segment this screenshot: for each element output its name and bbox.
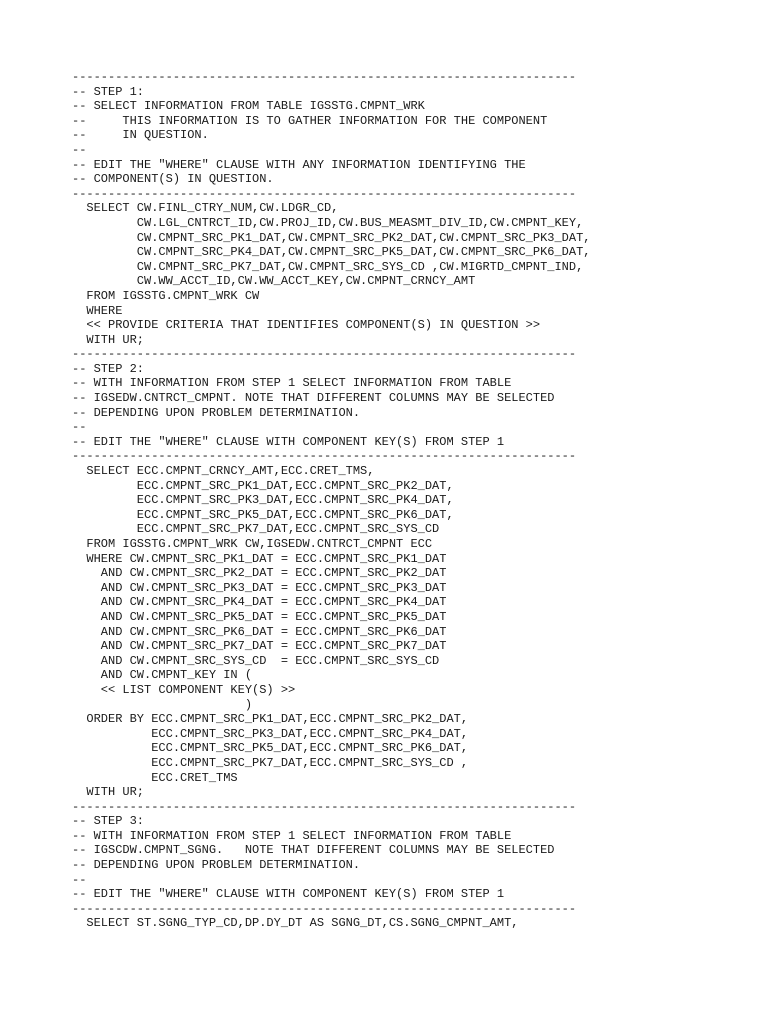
code-line: AND CW.CMPNT_SRC_SYS_CD = ECC.CMPNT_SRC_SYS_CD	[72, 653, 440, 668]
code-line: -- WITH INFORMATION FROM STEP 1 SELECT INFORMATION FROM TABLE	[72, 376, 512, 391]
code-line: --	[72, 420, 87, 435]
sql-code-block	[72, 70, 590, 931]
code-line: WITH UR;	[72, 332, 145, 347]
code-line: ----------------------------------------------------------------------	[72, 449, 577, 464]
code-line: CW.LGL_CNTRCT_ID,CW.PROJ_ID,CW.BUS_MEASMT_DIV_ID,CW.CMPNT_KEY,	[72, 215, 584, 230]
code-line: << LIST COMPONENT KEY(S) >>	[72, 682, 296, 697]
code-line: CW.CMPNT_SRC_PK1_DAT,CW.CMPNT_SRC_PK2_DAT,CW.CMPNT_SRC_PK3_DAT,	[72, 230, 591, 245]
code-line: )	[72, 697, 253, 712]
code-line: -- THIS INFORMATION IS TO GATHER INFORMATION FOR THE COMPONENT	[72, 113, 548, 128]
code-line: FROM IGSSTG.CMPNT_WRK CW,IGSEDW.CNTRCT_CMPNT ECC	[72, 537, 433, 551]
code-line: ECC.CRET_TMS	[72, 770, 238, 785]
code-line: -- IN QUESTION.	[72, 128, 209, 143]
code-line: -- SELECT INFORMATION FROM TABLE IGSSTG.CMPNT_WRK	[72, 99, 425, 114]
code-line: ECC.CMPNT_SRC_PK3_DAT,ECC.CMPNT_SRC_PK4_DAT,	[72, 493, 454, 508]
code-line: WHERE	[72, 303, 123, 318]
code-line: ECC.CMPNT_SRC_PK7_DAT,ECC.CMPNT_SRC_SYS_CD	[72, 522, 440, 537]
code-line: ECC.CMPNT_SRC_PK7_DAT,ECC.CMPNT_SRC_SYS_CD ,	[72, 755, 469, 770]
code-line: ECC.CMPNT_SRC_PK3_DAT,ECC.CMPNT_SRC_PK4_DAT,	[72, 726, 469, 741]
code-line: -- DEPENDING UPON PROBLEM DETERMINATION.	[72, 405, 361, 420]
code-line: CW.CMPNT_SRC_PK7_DAT,CW.CMPNT_SRC_SYS_CD ,CW.MIGRTD_CMPNT_IND,	[72, 259, 584, 274]
code-line: ----------------------------------------------------------------------	[72, 347, 577, 362]
code-line: -- STEP 1:	[72, 84, 145, 99]
code-line: ----------------------------------------------------------------------	[72, 186, 577, 201]
code-line: AND CW.CMPNT_SRC_PK5_DAT = ECC.CMPNT_SRC_PK5_DAT	[72, 609, 447, 624]
code-line: -- WITH INFORMATION FROM STEP 1 SELECT INFORMATION FROM TABLE	[72, 828, 512, 843]
code-line: --	[72, 142, 87, 157]
code-line: -- COMPONENT(S) IN QUESTION.	[72, 172, 274, 187]
code-line: WHERE CW.CMPNT_SRC_PK1_DAT = ECC.CMPNT_SRC_PK1_DAT	[72, 551, 447, 566]
code-line: ----------------------------------------------------------------------	[72, 799, 577, 814]
code-line: AND CW.CMPNT_SRC_PK2_DAT = ECC.CMPNT_SRC_PK2_DAT	[72, 566, 447, 581]
code-line: ECC.CMPNT_SRC_PK1_DAT,ECC.CMPNT_SRC_PK2_DAT,	[72, 478, 454, 493]
code-line: ECC.CMPNT_SRC_PK5_DAT,ECC.CMPNT_SRC_PK6_DAT,	[72, 507, 454, 522]
code-line: -- IGSEDW.CNTRCT_CMPNT. NOTE THAT DIFFERENT COLUMNS MAY BE SELECTED	[72, 391, 555, 406]
code-line: AND CW.CMPNT_KEY IN (	[72, 668, 253, 683]
code-line: AND CW.CMPNT_SRC_PK4_DAT = ECC.CMPNT_SRC_PK4_DAT	[72, 595, 447, 610]
code-line: AND CW.CMPNT_SRC_PK7_DAT = ECC.CMPNT_SRC_PK7_DAT	[72, 639, 447, 654]
code-line: AND CW.CMPNT_SRC_PK3_DAT = ECC.CMPNT_SRC_PK3_DAT	[72, 580, 447, 595]
code-line: --	[72, 872, 87, 887]
code-line: CW.WW_ACCT_ID,CW.WW_ACCT_KEY,CW.CMPNT_CRNCY_AMT	[72, 274, 476, 289]
code-line: -- STEP 2:	[72, 361, 145, 376]
code-line: -- DEPENDING UPON PROBLEM DETERMINATION.	[72, 858, 361, 873]
code-line: ORDER BY ECC.CMPNT_SRC_PK1_DAT,ECC.CMPNT_SRC_PK2_DAT,	[72, 712, 469, 727]
code-line: -- EDIT THE "WHERE" CLAUSE WITH COMPONENT KEY(S) FROM STEP 1	[72, 887, 505, 902]
code-line: ----------------------------------------------------------------------	[72, 901, 577, 916]
code-line: SELECT ST.SGNG_TYP_CD,DP.DY_DT AS SGNG_DT,CS.SGNG_CMPNT_AMT,	[72, 916, 519, 931]
code-line: << PROVIDE CRITERIA THAT IDENTIFIES COMPONENT(S) IN QUESTION >>	[72, 318, 541, 333]
code-line: ----------------------------------------------------------------------	[72, 70, 577, 84]
code-line: CW.CMPNT_SRC_PK4_DAT,CW.CMPNT_SRC_PK5_DAT,CW.CMPNT_SRC_PK6_DAT,	[72, 245, 591, 260]
code-line: AND CW.CMPNT_SRC_PK6_DAT = ECC.CMPNT_SRC_PK6_DAT	[72, 624, 447, 639]
code-line: -- EDIT THE "WHERE" CLAUSE WITH COMPONENT KEY(S) FROM STEP 1	[72, 434, 505, 449]
code-line: SELECT ECC.CMPNT_CRNCY_AMT,ECC.CRET_TMS,	[72, 464, 375, 479]
code-line: -- IGSCDW.CMPNT_SGNG. NOTE THAT DIFFERENT COLUMNS MAY BE SELECTED	[72, 843, 555, 858]
code-line: ECC.CMPNT_SRC_PK5_DAT,ECC.CMPNT_SRC_PK6_DAT,	[72, 741, 469, 756]
code-line: FROM IGSSTG.CMPNT_WRK CW	[72, 288, 260, 303]
code-line: -- EDIT THE "WHERE" CLAUSE WITH ANY INFORMATION IDENTIFYING THE	[72, 157, 526, 172]
code-line: SELECT CW.FINL_CTRY_NUM,CW.LDGR_CD,	[72, 201, 339, 216]
code-line: -- STEP 3:	[72, 814, 145, 829]
code-line: WITH UR;	[72, 785, 145, 800]
